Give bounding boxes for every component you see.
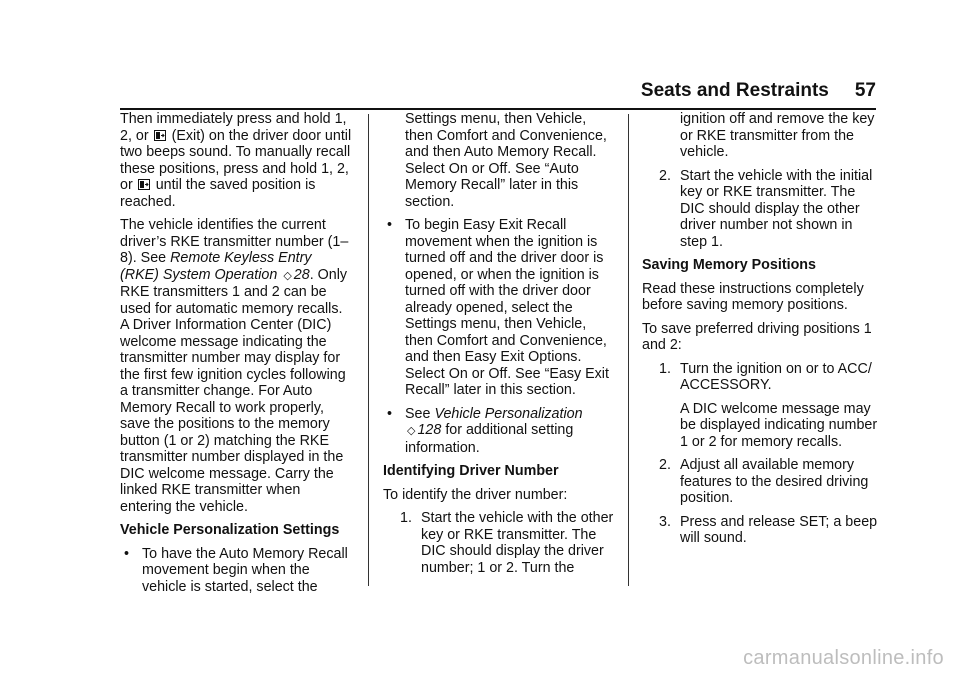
personalization-page-ref[interactable]: 128: [417, 422, 442, 438]
bullet-see-personalization: • See Vehicle Personalization ◇ 128 for additional setting information.: [387, 405, 583, 456]
paragraph-exit-recall: Then immediately press and hold 1, 2, or (Exit) on the driver door until two beeps sound. To manually recall these positions, press and hold 1, 2, or until the saved position is reached.: [120, 111, 352, 210]
column-1: [120, 111, 354, 602]
heading-vehicle-personalization: Vehicle Personalization Settings: [120, 522, 340, 538]
column-3: [642, 111, 878, 554]
step-save-3: 3. Press and release SET; a beep will sound.: [659, 513, 878, 546]
watermark: carmanualsonline.info: [743, 647, 944, 669]
paragraph-save-preferred: To save preferred driving positions 1 and 2:: [642, 320, 872, 353]
section-title: Seats and Restraints: [640, 80, 829, 101]
column-divider-1: [368, 114, 369, 586]
step-identify-1: 1. Start the vehicle with the other key or RKE transmitter. The DIC should display the driver number; 1 or 2. Turn the: [400, 510, 614, 576]
rke-reference-link[interactable]: Remote Keyless Entry (RKE) System Operation: [120, 250, 312, 283]
column-2: [383, 111, 615, 583]
paragraph-read-instructions: Read these instructions completely before saving memory positions.: [642, 280, 864, 313]
personalization-reference-link[interactable]: Vehicle Personalization: [434, 405, 583, 422]
bullet-marker: •: [124, 545, 130, 562]
header-rule: [120, 108, 876, 110]
paragraph-identify: To identify the driver number:: [383, 486, 568, 503]
bullet-auto-memory: • To have the Auto Memory Recall movement begin when the vehicle is started, select the: [124, 545, 348, 595]
step-number: 1.: [659, 360, 671, 377]
exit-door-icon: [154, 130, 166, 141]
page-reference-arrow-icon: ◇: [283, 269, 292, 282]
step-number: 2.: [659, 167, 671, 184]
step-number: 2.: [659, 457, 671, 473]
page-header: [641, 80, 876, 102]
paragraph-transmitter: The vehicle identifies the current driver’s RKE transmitter number (1–8). See Remote Keyless Entry (RKE) System Operation ◇ 28. Only RKE transmitters 1 and 2 can be used for automatic memory recalls. A Driver Information Center (DIC) welcome message indicating the transmitter number may display for the first few ignition cycles following a transmitter change. For Auto Memory Recall to work properly, save the positions to the memory button (1 or 2) matching the RKE transmitter number displayed in the DIC welcome message. Carry the linked RKE transmitter when entering the vehicle.: [120, 217, 349, 515]
exit-door-icon: [138, 179, 150, 190]
step-save-1-note: A DIC welcome message may be displayed indicating number 1 or 2 for memory recalls.: [680, 400, 878, 450]
bullet-auto-memory-cont: Settings menu, then Vehicle, then Comfort and Convenience, and then Auto Memory Recall. Select On or Off. See “Auto Memory Recall” later in this section.: [405, 111, 607, 210]
column-divider-2: [628, 114, 629, 586]
rke-page-ref[interactable]: 28: [293, 266, 310, 283]
bullet-easy-exit: • To begin Easy Exit Recall movement when the ignition is turned off and the driver door is opened, or when the ignition is turned off with the driver door already opened, select the Settings menu, then Vehicle, then Comfort and Convenience, and then Easy Exit Options. Select On or Off. See “Easy Exit Recall” later in this section.: [387, 217, 609, 398]
step-identify-1-cont: ignition off and remove the key or RKE transmitter from the vehicle.: [680, 111, 875, 160]
step-identify-2: 2. Start the vehicle with the initial key or RKE transmitter. The DIC should display the other driver number not shown in step 1.: [659, 167, 873, 250]
step-save-2: 2. Adjust all available memory features to the desired driving position.: [659, 457, 869, 506]
step-number: 3.: [659, 513, 671, 530]
heading-saving-memory: Saving Memory Positions: [642, 257, 816, 273]
bullet-marker: •: [387, 405, 393, 422]
step-number: 1.: [400, 510, 412, 526]
page-reference-arrow-icon: ◇: [407, 425, 416, 437]
bullet-marker: •: [387, 217, 393, 233]
page-number: 57: [854, 80, 876, 101]
step-save-1: 1. Turn the ignition on or to ACC/ ACCESSORY.: [659, 360, 872, 393]
heading-identifying-driver: Identifying Driver Number: [383, 463, 559, 479]
